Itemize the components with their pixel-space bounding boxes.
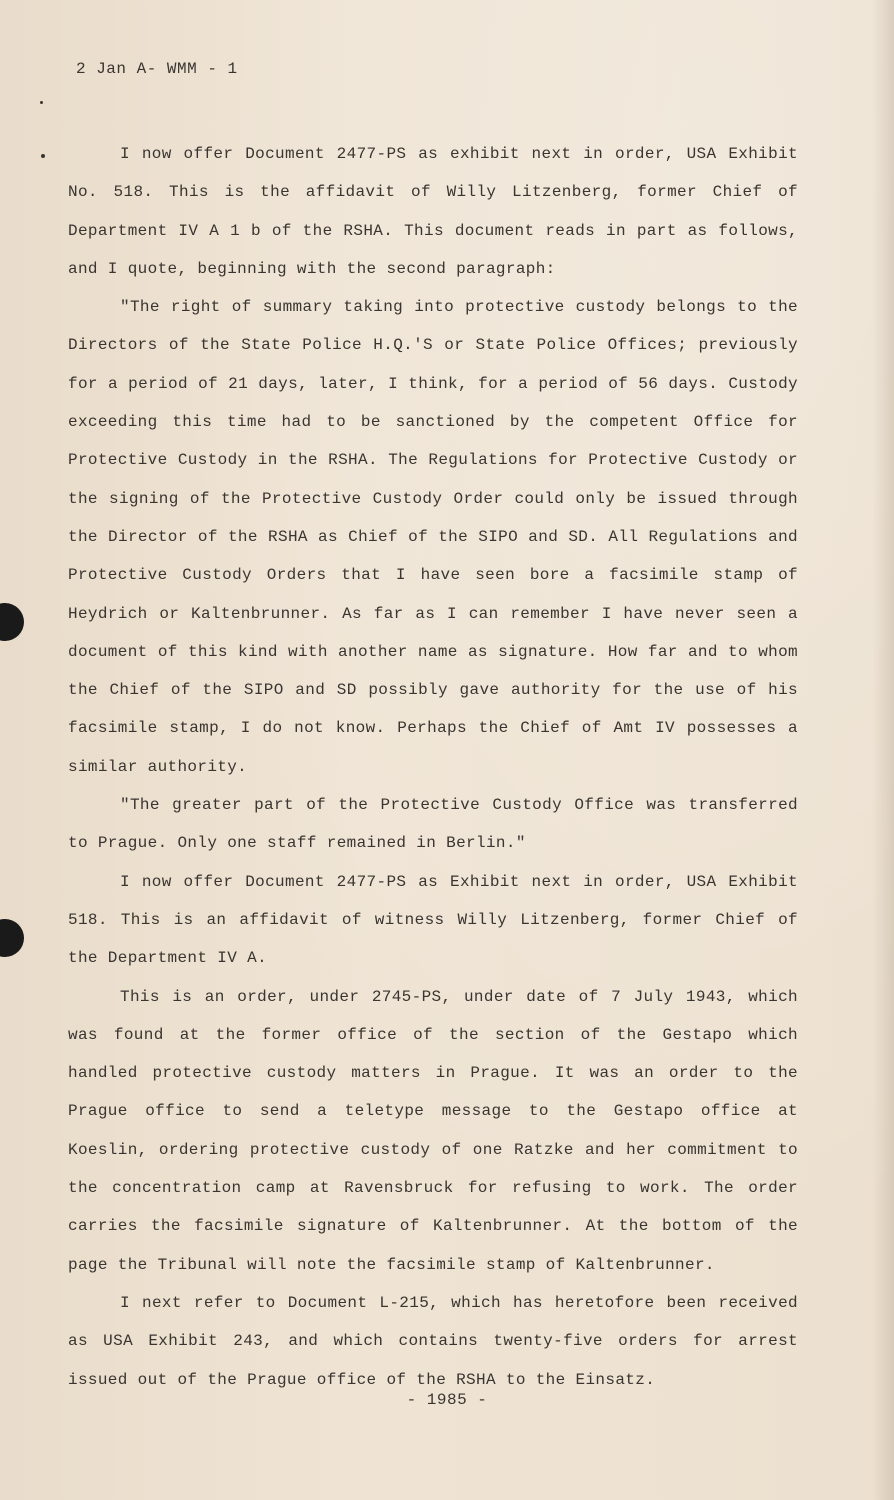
paragraph-1: I now offer Document 2477-PS as exhibit next in order, USA Exhibit No. 518. This is the affidavit of Willy Litzenberg, former Chief of Department IV A 1 b of the RSHA. This document reads in part as follows, and I quote, beginning with the second paragraph: [68,145,798,278]
paragraph-2: "The right of summary taking into protective custody belongs to the Directors of the State Police H.Q.'S or State Police Offices; previously for a period of 21 days, later, I think, for a period of 56 days. Custody exceeding this time had to be sanctioned by the competent Office for Protective Custody in the RSHA. The Regulations for Protective Custody or the signing of the Protective Custody Order could only be issued through the Director of the RSHA as Chief of the SIPO and SD. All Regulations and Protective Custody Orders that I have seen bore a facsimile stamp of Heydrich or Kaltenbrunner. As far as I can remember I have never seen a document of this kind with another name as signature. How far and to whom the Chief of the SIPO and SD possibly gave authority for the use of his facsimile stamp, I do not know. Perhaps the Chief of Amt IV possesses a similar authority. [68,298,798,776]
paragraph-6: I next refer to Document L-215, which has heretofore been received as USA Exhibit 243, and which contains twenty-five orders for arrest issued out of the Prague office of the RSHA to the Einsatz. [68,1293,798,1389]
ink-speck [41,154,45,158]
punch-hole-upper [0,603,24,641]
page-number: - 1985 - [406,1391,488,1409]
paragraph-5: This is an order, under 2745-PS, under date of 7 July 1943, which was found at the former office of the section of the Gestapo which handled protective custody matters in Prague. It was an order to the Prague office to send a teletype message to the Gestapo office at Koeslin, ordering protective custody of one Ratzke and her commitment to the concentration camp at Ravensbruck for refusing to work. The order carries the facsimile signature of Kaltenbrunner. At the bottom of the page the Tribunal will note the facsimile stamp of Kaltenbrunner. [68,987,798,1274]
paragraph-4: I now offer Document 2477-PS as Exhibit next in order, USA Exhibit 518. This is an affidavit of witness Willy Litzenberg, former Chief of the Department IV A. [68,872,798,968]
page-header: 2 Jan A- WMM - 1 [76,60,238,78]
ink-speck [40,101,43,104]
document-body [68,135,798,1399]
paper-edge-shadow [872,0,894,1500]
punch-hole-lower [0,919,24,957]
paragraph-3: "The greater part of the Protective Custody Office was transferred to Prague. Only one staff remained in Berlin." [68,796,798,853]
